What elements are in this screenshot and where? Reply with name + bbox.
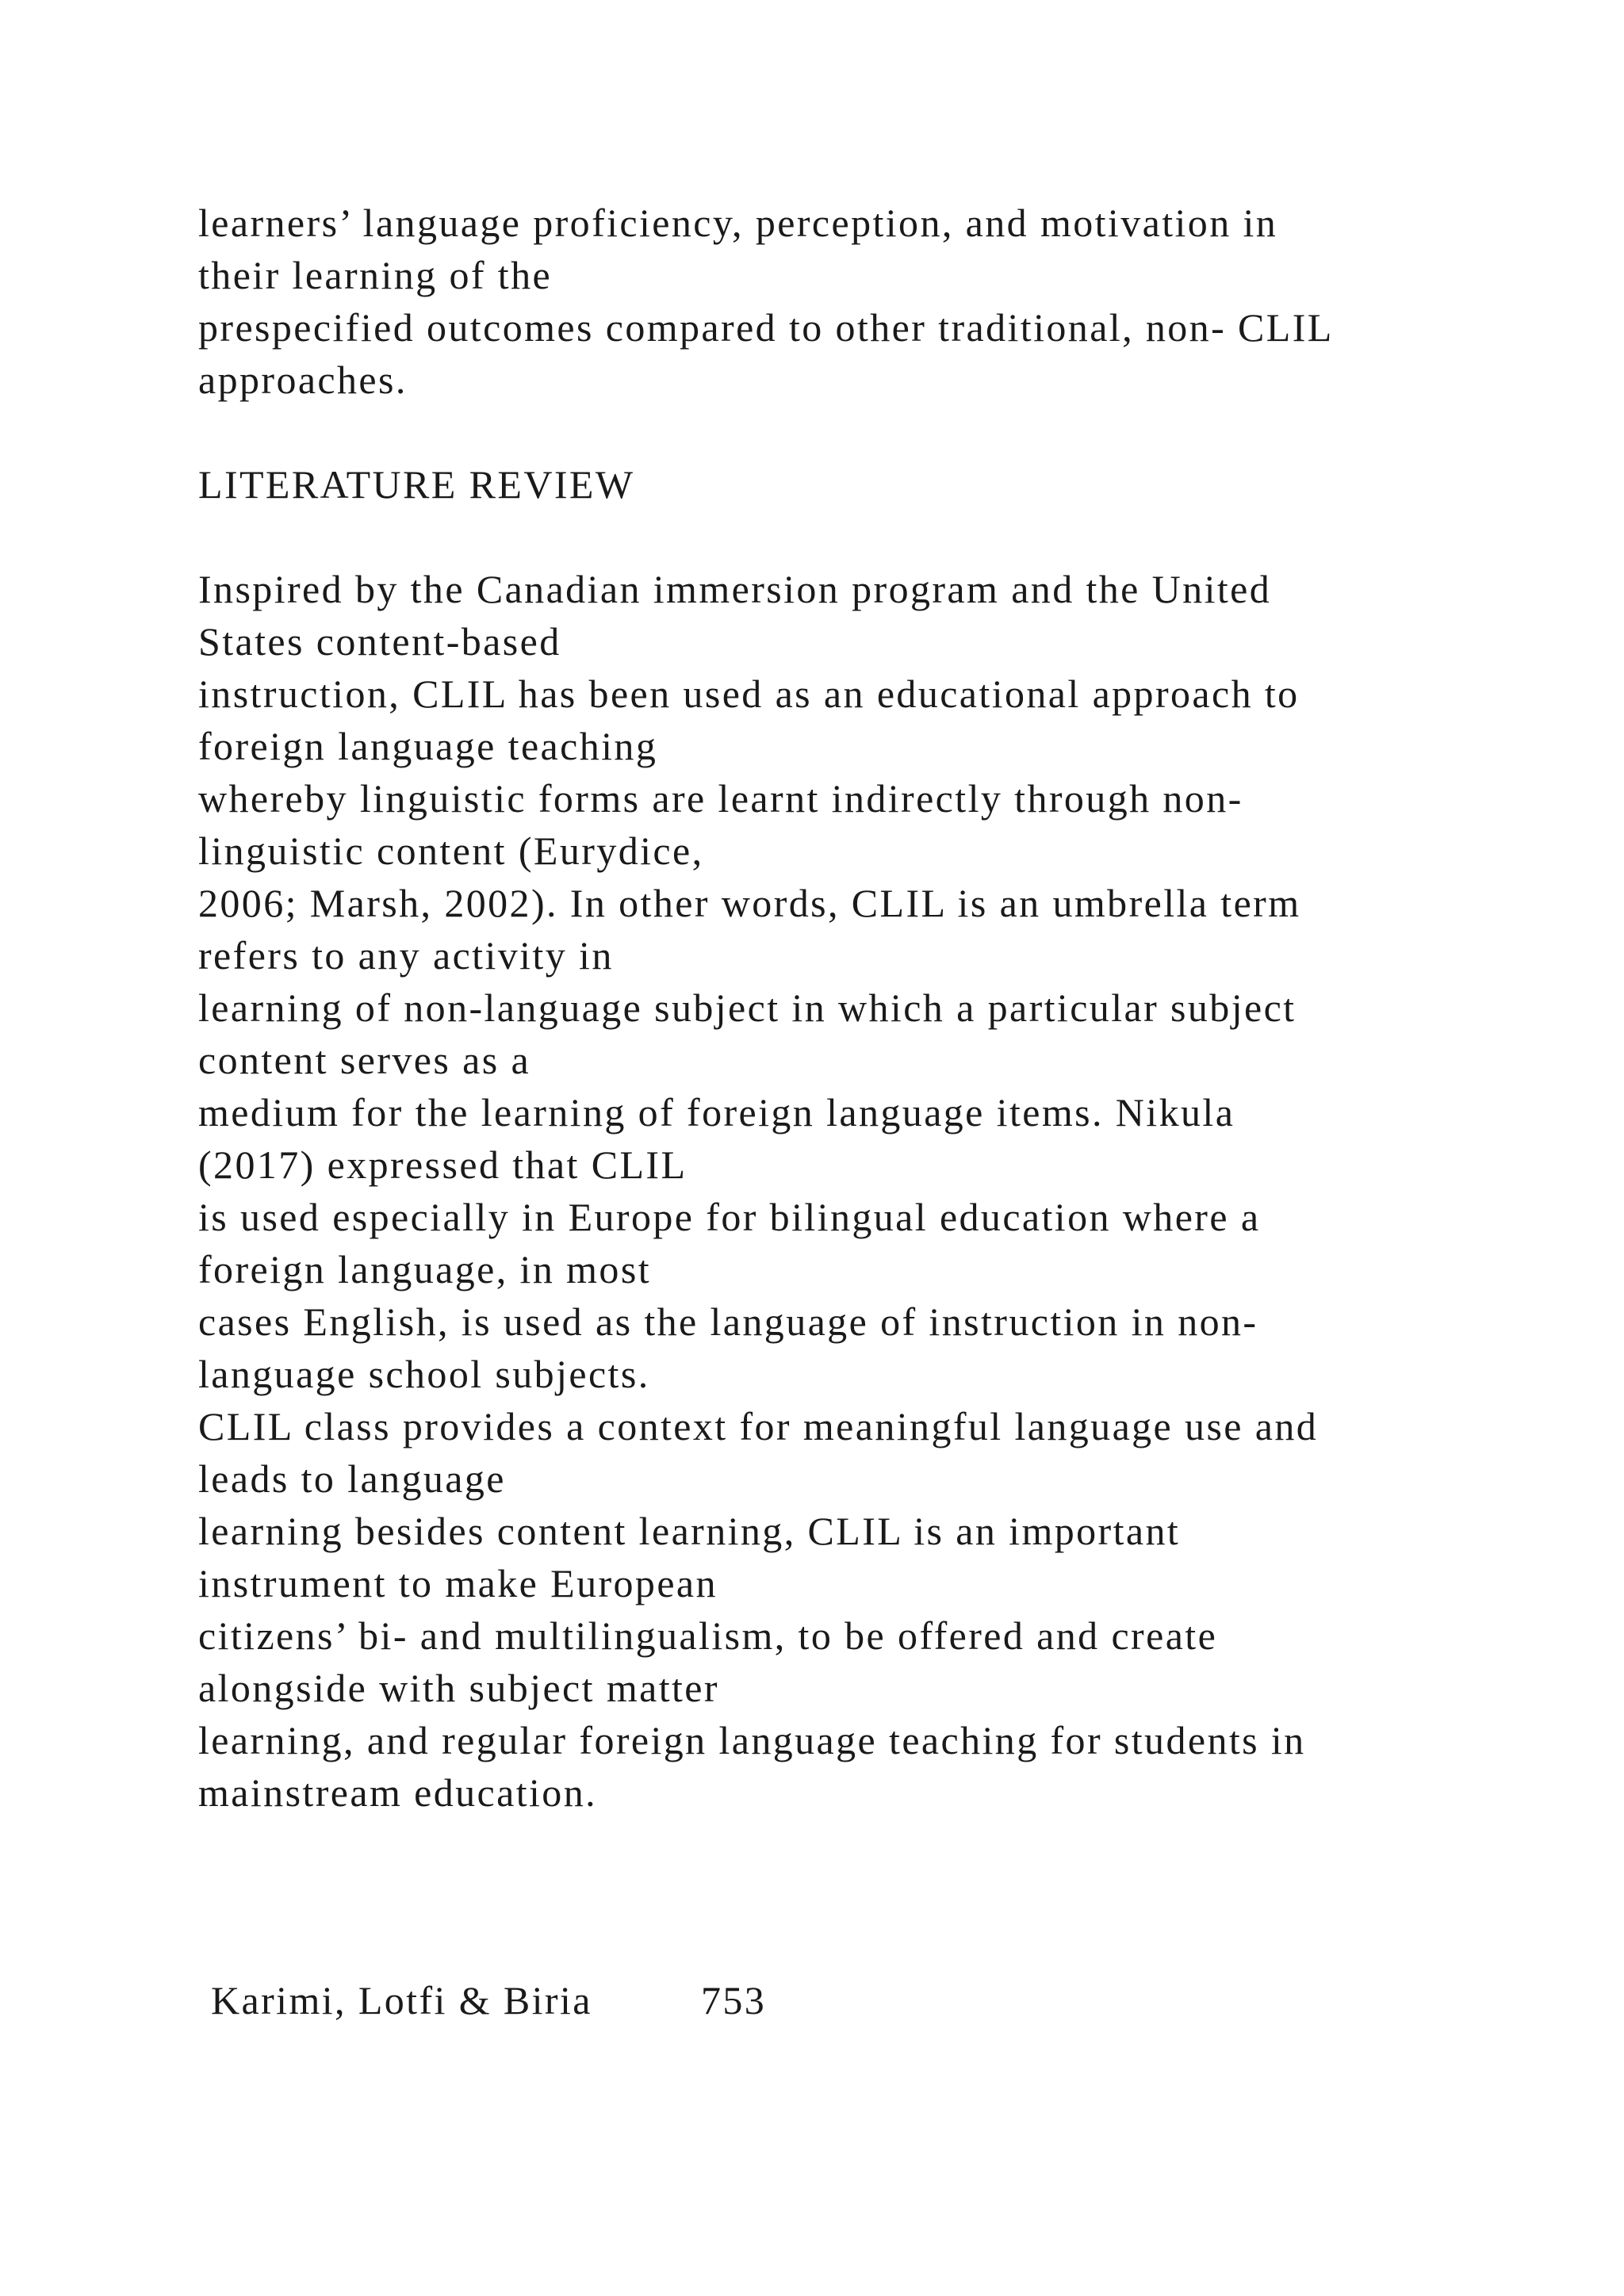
body-line: cases English, is used as the language of instruction in non- [198,1299,1258,1344]
intro-line: their learning of the [198,253,553,297]
body-line: refers to any activity in [198,933,614,978]
intro-line: learners’ language proficiency, perception, and motivation in [198,201,1278,245]
body-line: (2017) expressed that CLIL [198,1142,688,1187]
footer-page-number: 753 [701,1978,767,2022]
body-line: CLIL class provides a context for meaningful language use and [198,1404,1319,1448]
body-line: linguistic content (Eurydice, [198,828,704,873]
body-line: Inspired by the Canadian immersion program and the United [198,567,1272,611]
body-line: foreign language, in most [198,1247,651,1292]
body-line: foreign language teaching [198,724,658,768]
intro-line: approaches. [198,358,408,402]
body-line: learning besides content learning, CLIL is an important [198,1509,1181,1553]
body-line: learning, and regular foreign language teaching for students in [198,1718,1306,1762]
body-line: medium for the learning of foreign language items. Nikula [198,1090,1235,1135]
body-line: whereby linguistic forms are learnt indirectly through non- [198,776,1243,821]
body-line: States content-based [198,619,561,664]
footer-authors: Karimi, Lotfi & Biria [211,1978,592,2022]
body-line: alongside with subject matter [198,1666,719,1710]
body-line: mainstream education. [198,1770,598,1815]
body-line: language school subjects. [198,1352,650,1396]
section-heading: LITERATURE REVIEW [198,462,635,507]
body-line: learning of non-language subject in which a particular subject [198,985,1297,1030]
body-line: is used especially in Europe for bilingual education where a [198,1195,1261,1239]
body-line: instruction, CLIL has been used as an educational approach to [198,672,1300,716]
body-line: leads to language [198,1456,506,1501]
body-line: citizens’ bi- and multilingualism, to be offered and create [198,1613,1218,1658]
body-line: content serves as a [198,1038,531,1082]
body-line: instrument to make European [198,1561,718,1605]
body-line: 2006; Marsh, 2002). In other words, CLIL is an umbrella term [198,881,1301,925]
intro-line: prespecified outcomes compared to other traditional, non- CLIL [198,305,1334,350]
